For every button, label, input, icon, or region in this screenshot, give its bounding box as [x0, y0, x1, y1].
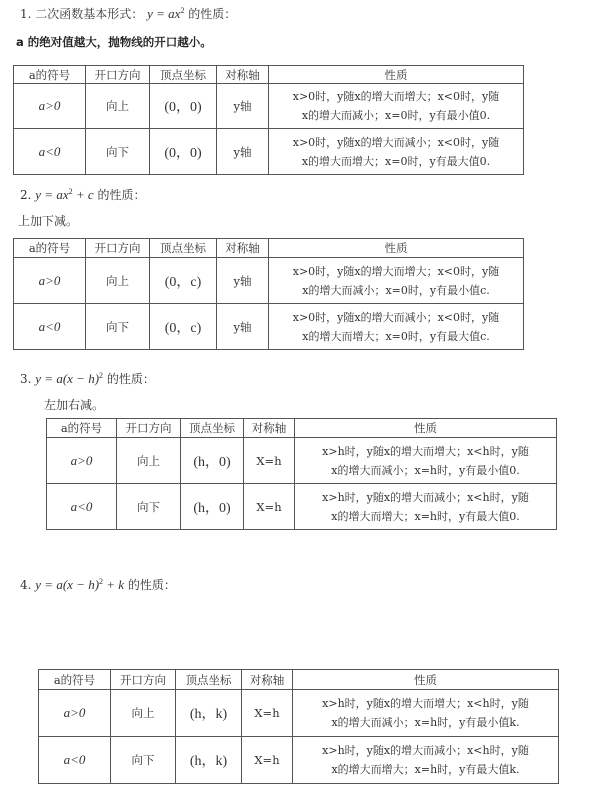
- header-axis: 对称轴: [242, 670, 293, 690]
- table-row: [14, 129, 524, 175]
- cell-direction: 向上: [111, 690, 176, 737]
- section-number: 2.: [20, 188, 32, 202]
- section-3-note: 左加右减。: [44, 398, 105, 412]
- section-1-note: a 的绝对值越大，抛物线的开口越小。: [16, 35, 212, 49]
- properties-table-3: [46, 418, 557, 530]
- table-row: [47, 484, 557, 530]
- property-line: x的增大而减小；x=0时，y有最小值c.: [302, 283, 490, 297]
- property-line: x>h时，y随x的增大而减小；x<h时，y随: [322, 744, 529, 757]
- cell-axis: X=h: [242, 737, 293, 784]
- header-sign: a的符号: [47, 419, 117, 438]
- property-line: x的增大而增大；x=h时，y有最大值k.: [331, 763, 520, 776]
- cell-sign: a>0: [47, 438, 117, 484]
- section-number: 1.: [20, 7, 32, 21]
- property-line: x>h时，y随x的增大而增大；x<h时，y随: [322, 444, 529, 458]
- property-line: x的增大而减小；x=h时，y有最小值0.: [331, 463, 520, 477]
- section-title-suffix: 的性质：: [97, 188, 146, 202]
- cell-vertex: (0，c): [150, 304, 217, 350]
- section-1-heading: [20, 5, 236, 22]
- table-row: [47, 438, 557, 484]
- cell-axis: X=h: [244, 438, 295, 484]
- cell-sign: a<0: [47, 484, 117, 530]
- header-axis: 对称轴: [217, 239, 269, 258]
- properties-table-2: [13, 238, 524, 350]
- cell-direction: 向上: [117, 438, 181, 484]
- cell-axis: y轴: [217, 258, 269, 304]
- cell-vertex: (h，0): [181, 438, 244, 484]
- section-title-suffix: 的性质：: [106, 372, 155, 386]
- header-vertex: 顶点坐标: [150, 239, 217, 258]
- section-3-heading: [20, 370, 155, 387]
- property-line: x>h时，y随x的增大而减小；x<h时，y随: [322, 490, 529, 504]
- cell-sign: a>0: [14, 84, 86, 129]
- formula: $y = ax^2 + c$: [35, 187, 94, 202]
- header-axis: 对称轴: [217, 66, 269, 84]
- cell-sign: a<0: [14, 129, 86, 175]
- cell-sign: a>0: [39, 690, 111, 737]
- property-line: x的增大而增大；x=h时，y有最大值0.: [331, 509, 520, 523]
- section-title-suffix: 的性质：: [127, 578, 176, 592]
- header-sign: a的符号: [14, 239, 86, 258]
- table-row: [14, 304, 524, 350]
- cell-sign: a>0: [14, 258, 86, 304]
- header-property: 性质: [269, 66, 524, 84]
- cell-direction: 向下: [117, 484, 181, 530]
- header-axis: 对称轴: [244, 419, 295, 438]
- table-header-row: [14, 239, 524, 258]
- cell-vertex: (h，0): [181, 484, 244, 530]
- section-2-heading: [20, 186, 145, 203]
- header-property: 性质: [295, 419, 557, 438]
- cell-sign: a<0: [14, 304, 86, 350]
- header-direction: 开口方向: [111, 670, 176, 690]
- cell-vertex: (0，0): [150, 84, 217, 129]
- formula: $y = ax^2$: [147, 6, 185, 21]
- header-direction: 开口方向: [86, 239, 150, 258]
- property-line: x的增大而增大；x=0时，y有最大值0.: [301, 154, 491, 168]
- cell-direction: 向下: [111, 737, 176, 784]
- cell-axis: y轴: [217, 304, 269, 350]
- cell-vertex: (0，c): [150, 258, 217, 304]
- section-2-note: 上加下减。: [18, 214, 79, 228]
- table-row: [39, 737, 559, 784]
- property-line: x>0时，y随x的增大而减小；x<0时，y随: [292, 135, 500, 149]
- header-direction: 开口方向: [117, 419, 181, 438]
- cell-direction: 向上: [86, 84, 150, 129]
- cell-property: [269, 84, 524, 129]
- cell-axis: y轴: [217, 84, 269, 129]
- cell-direction: 向下: [86, 304, 150, 350]
- property-line: x>0时，y随x的增大而减小；x<0时，y随: [292, 310, 500, 324]
- property-line: x>0时，y随x的增大而增大；x<0时，y随: [292, 90, 500, 103]
- section-4-heading: [20, 576, 176, 593]
- cell-property: [269, 258, 524, 304]
- cell-vertex: (h，k): [176, 737, 242, 784]
- property-line: x的增大而增大；x=0时，y有最大值c.: [302, 329, 490, 343]
- section-title: 二次函数基本形式：: [35, 7, 144, 21]
- formula: $y = a(x - h)^2 + k$: [35, 577, 125, 592]
- formula: $y = a(x - h)^2$: [35, 371, 104, 386]
- header-sign: a的符号: [14, 66, 86, 84]
- cell-axis: X=h: [244, 484, 295, 530]
- cell-property: [295, 484, 557, 530]
- header-sign: a的符号: [39, 670, 111, 690]
- property-line: x的增大而减小；x=h时，y有最小值k.: [331, 716, 520, 729]
- section-title-suffix: 的性质：: [188, 7, 237, 21]
- properties-table-4: [38, 669, 559, 784]
- cell-property: [293, 690, 559, 737]
- property-line: x的增大而减小；x=0时，y有最小值0.: [301, 109, 491, 122]
- cell-property: [293, 737, 559, 784]
- cell-vertex: (0，0): [150, 129, 217, 175]
- cell-axis: X=h: [242, 690, 293, 737]
- table-row: [14, 84, 524, 129]
- section-number: 3.: [20, 372, 32, 386]
- property-line: x>0时，y随x的增大而增大；x<0时，y随: [292, 264, 500, 278]
- cell-property: [295, 438, 557, 484]
- header-property: 性质: [293, 670, 559, 690]
- table-header-row: [14, 66, 524, 84]
- header-property: 性质: [269, 239, 524, 258]
- table-header-row: [47, 419, 557, 438]
- header-direction: 开口方向: [86, 66, 150, 84]
- section-number: 4.: [20, 578, 32, 592]
- properties-table-1: [13, 65, 524, 175]
- header-vertex: 顶点坐标: [150, 66, 217, 84]
- cell-sign: a<0: [39, 737, 111, 784]
- table-header-row: [39, 670, 559, 690]
- cell-direction: 向上: [86, 258, 150, 304]
- cell-property: [269, 304, 524, 350]
- header-vertex: 顶点坐标: [181, 419, 244, 438]
- table-row: [39, 690, 559, 737]
- cell-direction: 向下: [86, 129, 150, 175]
- cell-vertex: (h，k): [176, 690, 242, 737]
- header-vertex: 顶点坐标: [176, 670, 242, 690]
- cell-axis: y轴: [217, 129, 269, 175]
- cell-property: [269, 129, 524, 175]
- table-row: [14, 258, 524, 304]
- property-line: x>h时，y随x的增大而增大；x<h时，y随: [322, 697, 529, 710]
